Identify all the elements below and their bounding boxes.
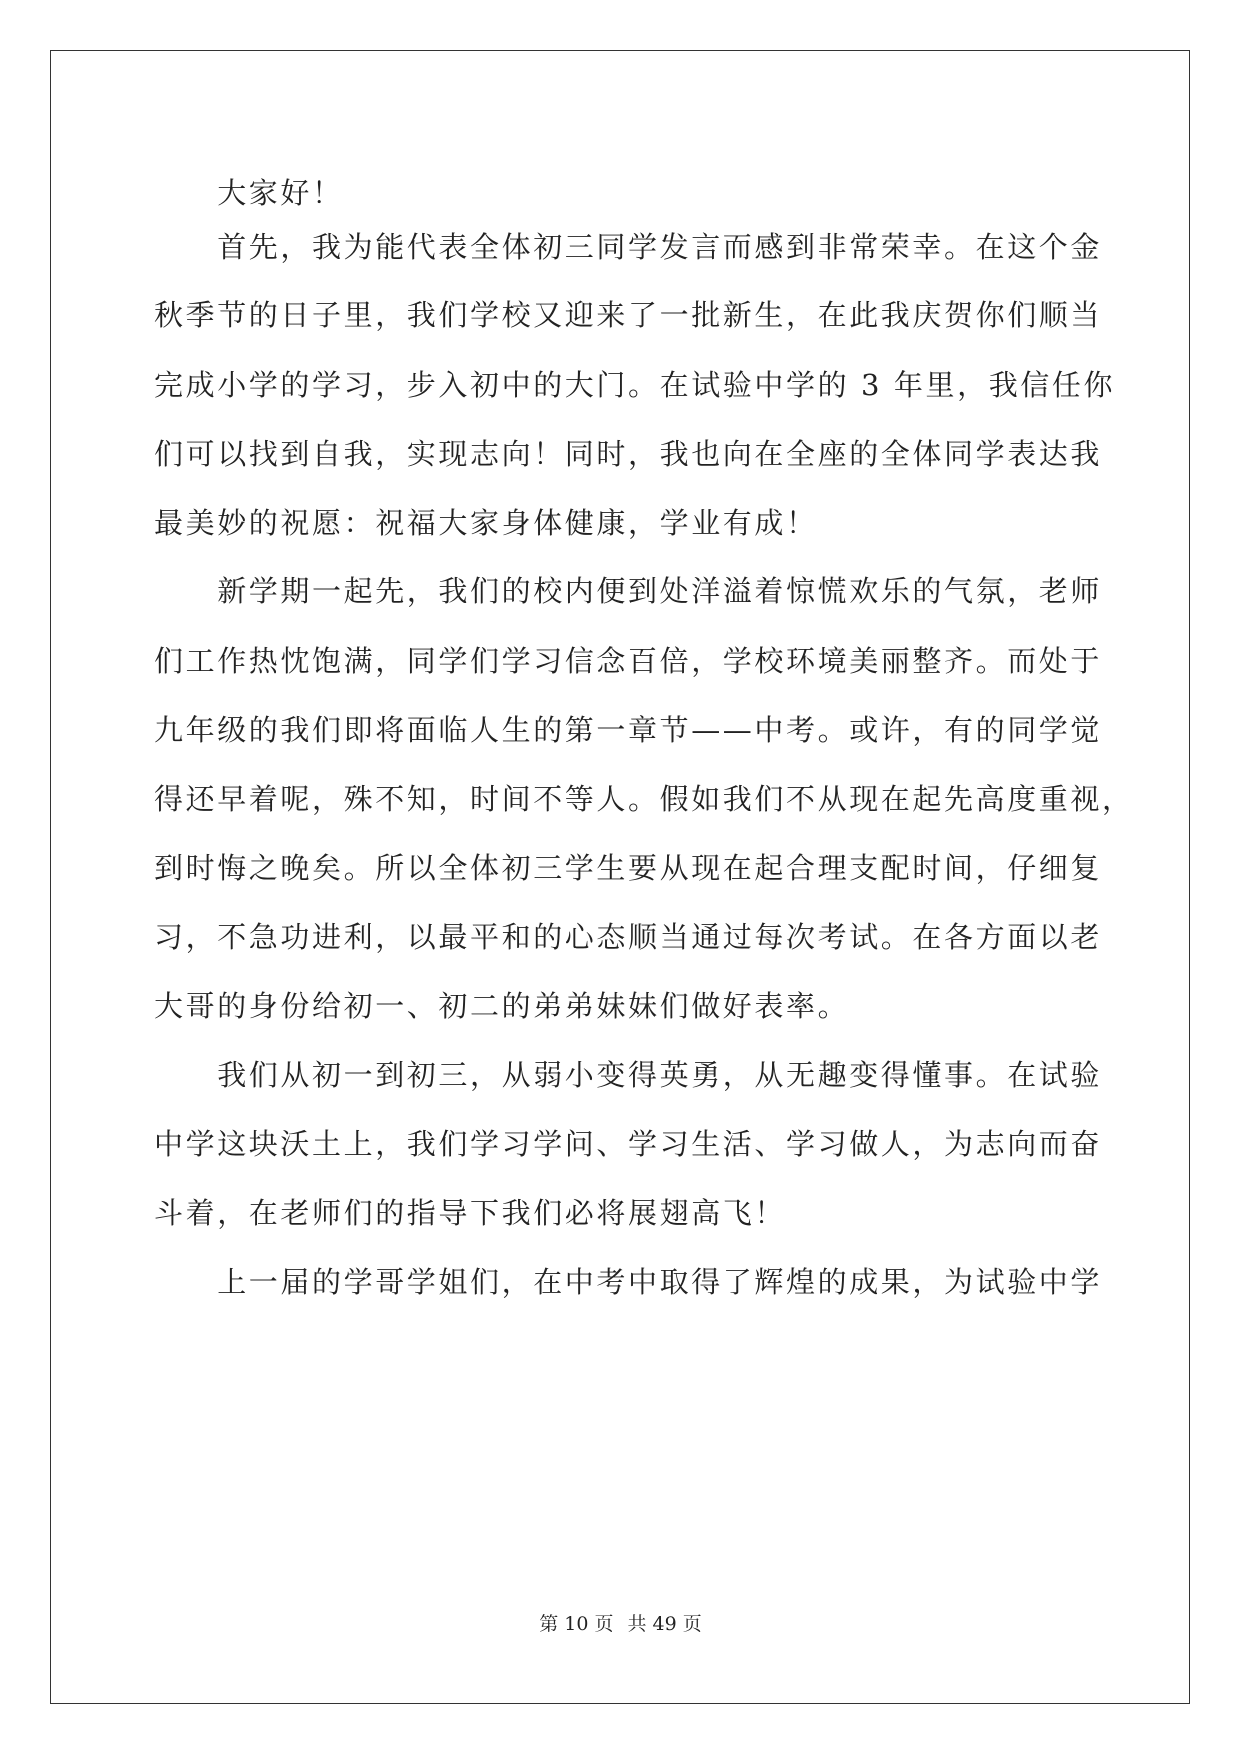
text-line: 斗着，在老师们的指导下我们必将展翅高飞！ <box>154 1196 787 1230</box>
text-line: 首先，我为能代表全体初三同学发言而感到非常荣幸。在这个金 <box>154 230 1103 264</box>
text-line: 们工作热忱饱满，同学们学习信念百倍，学校环境美丽整齐。而处于 <box>154 644 1103 678</box>
text-line: 习，不急功进利，以最平和的心态顺当通过每次考试。在各方面以老 <box>154 920 1103 954</box>
text-line: 完成小学的学习，步入初中的大门。在试验中学的 3 年里，我信任你 <box>154 368 1116 402</box>
page-footer <box>0 1612 1241 1636</box>
text-line: 我们从初一到初三，从弱小变得英勇，从无趣变得懂事。在试验 <box>154 1058 1103 1092</box>
text-line: 秋季节的日子里，我们学校又迎来了一批新生，在此我庆贺你们顺当 <box>154 298 1103 332</box>
text-line: 大家好！ <box>154 176 344 210</box>
text-line: 上一届的学哥学姐们，在中考中取得了辉煌的成果，为试验中学 <box>154 1265 1103 1299</box>
text-line: 中学这块沃土上，我们学习学问、学习生活、学习做人，为志向而奋 <box>154 1127 1103 1161</box>
text-line: 新学期一起先，我们的校内便到处洋溢着惊慌欢乐的气氛，老师 <box>154 574 1103 608</box>
page-number: 第 10 页 <box>539 1613 614 1635</box>
text-line: 得还早着呢，殊不知，时间不等人。假如我们不从现在起先高度重视， <box>154 782 1134 816</box>
text-line: 们可以找到自我，实现志向！同时，我也向在全座的全体同学表达我 <box>154 437 1103 471</box>
text-line: 大哥的身份给初一、初二的弟弟妹妹们做好表率。 <box>154 989 850 1023</box>
text-line: 九年级的我们即将面临人生的第一章节——中考。或许，有的同学觉 <box>154 713 1103 747</box>
text-line: 到时悔之晚矣。所以全体初三学生要从现在起合理支配时间，仔细复 <box>154 851 1103 885</box>
text-line: 最美妙的祝愿：祝福大家身体健康，学业有成！ <box>154 506 818 540</box>
total-pages: 共 49 页 <box>627 1613 702 1635</box>
